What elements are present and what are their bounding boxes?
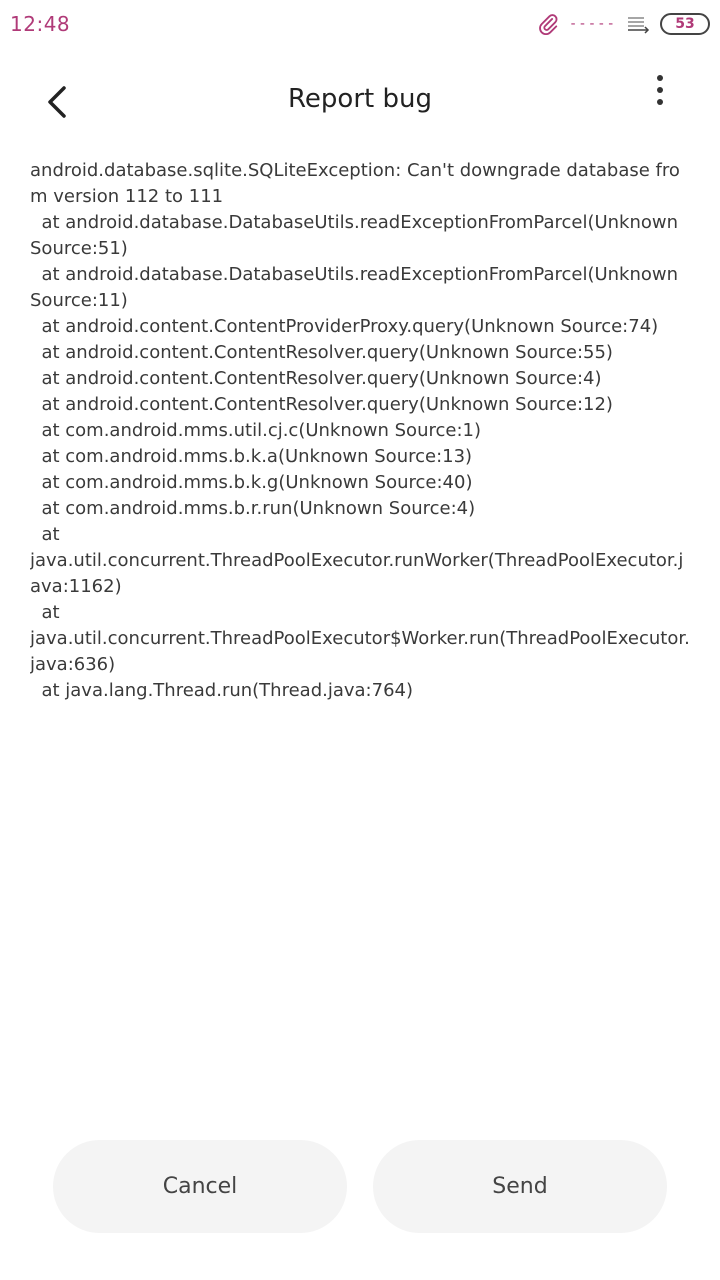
more-vert-icon-dot [657, 99, 663, 105]
send-button[interactable]: Send [373, 1140, 667, 1233]
status-time: 12:48 [10, 12, 71, 36]
cancel-button[interactable]: Cancel [53, 1140, 347, 1233]
more-vert-icon [657, 75, 663, 81]
signal-icon: ----- [568, 16, 616, 32]
more-options-button[interactable] [640, 70, 680, 110]
status-bar [0, 0, 720, 48]
bug-log-text: android.database.sqlite.SQLiteException: Can't downgrade database from version 112 to 111 at android.database.DatabaseUtils.readExceptionFromParcel(Unknown Source:51) at android.database.DatabaseUtils.readExceptionFromParcel(Unknown Source:11) at android.content.ContentProviderProxy.query(Unknown Source:74) at android.content.ContentResolver.query(Unknown Source:55) at android.content.ContentResolver.query(Unknown Source:4) at android.content.ContentResolver.query(Unknown Source:12) at com.android.mms.util.cj.c(Unknown Source:1) at com.android.mms.b.k.a(Unknown Source:13) at com.android.mms.b.k.g(Unknown Source:40) at com.android.mms.b.r.run(Unknown Source:4) at java.util.concurrent.ThreadPoolExecutor.runWorker(ThreadPoolExecutor.java:1162) at java.util.concurrent.ThreadPoolExecutor$Worker.run(ThreadPoolExecutor.java:636) at java.lang.Thread.run(Thread.java:764) [30, 160, 690, 701]
app-header [0, 60, 720, 140]
status-icons [537, 12, 710, 36]
battery-icon: 53 [660, 13, 710, 35]
action-bar [0, 1140, 720, 1234]
more-vert-icon-dot [657, 87, 663, 93]
paperclip-icon [537, 13, 559, 35]
data-icon [626, 14, 650, 34]
page-title: Report bug [288, 84, 432, 114]
